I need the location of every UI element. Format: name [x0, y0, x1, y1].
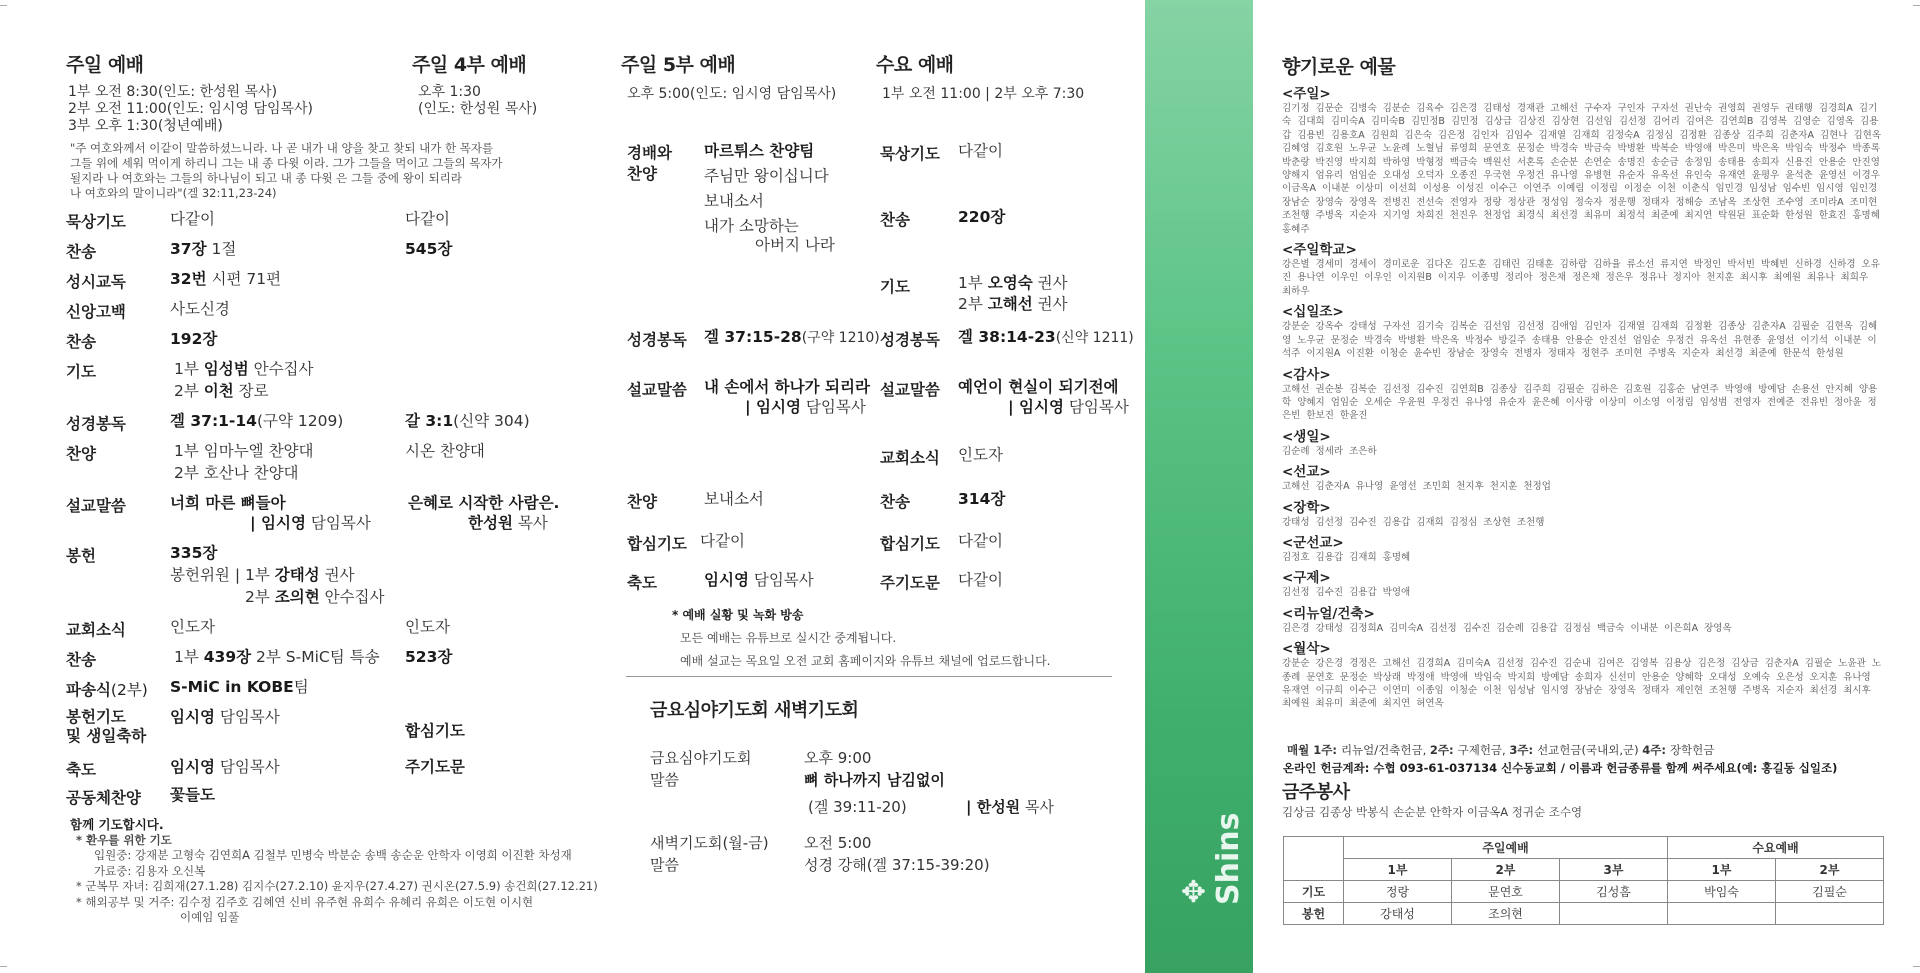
row-value [170, 756, 280, 778]
row-value [170, 706, 280, 728]
part: 2부 [958, 295, 988, 313]
sunday-verse [70, 141, 550, 201]
mission-suffix: 팀 [293, 678, 309, 696]
row-label: 성시교독 [66, 273, 126, 291]
verse-line: 그들 위에 세워 먹이게 하리니 그는 내 종 다윗 이라. 그가 그들을 먹이고 그들의 목자가 [70, 156, 503, 170]
person: 조의현 [274, 588, 320, 606]
row-value-4: 인도자 [405, 618, 450, 636]
label-text: 파송식 [66, 681, 111, 699]
row-value: 다같이 [170, 210, 215, 228]
note-part: 3주: [1509, 743, 1538, 757]
row-value-4 [405, 756, 465, 778]
offering-names: 김기정 김문순 김병숙 김분순 김육수 김은경 김태성 경재관 고해선 구수자 구인자 구자선 권난숙 권영희 권영두 권태행 김경희A 김기숙 김대희 김미숙A 김미숙B 김민정B 김민정 김상급 김상진 김상현 김선임 김선정 김어리 김여은 김연희B 김영복 김영순 김영옥 김용갑 김용빈 김용호A 김원희 김은숙 김은정 김인자 김임수 김재열 김재희 김정숙A 김정심 김정환 김종상 김주희 김춘자A 김현나 김현옥 김혜영 김호원 노우균 노윤례 노혈님 류영희 문연호 문정순 박경숙 박금숙 박병환 박복순 박영애 박은미 박은옥 박임숙 박정수 박종록 박춘랑 박진영 박지희 박하영 박형정 백금숙 백원선 서혼록 손순분 손연순 송명진 송순금 송정임 송태용 송희자 신용진 안용순 안진영 양해지 엄유리 엄임순 오대성 오덕자 오종진 우국현 우정건 유나영 유병현 유순자 유옥선 유인숙 유재연 윤평우 윤석춘 윤영선 이경우 이금옥A 이내분 이상미 이선희 이성용 이성진 이수근 이연주 이예림 이정림 이정순 이천 이춘식 임민경 임성남 임수빈 임시영 임인경 장남순 장영숙 장영옥 전병진 전선숙 전영자 정랑 정상관 정성임 정숙자 정운행 정태자 정해승 조남옥 조상현 조수영 조미라A 조미현 조천행 주병옥 지순자 지기영 차희진 천진우 천정업 최경식 최선경 최유미 최정석 최준예 최지연 탁원된 표순화 한성원 한효진 홍명혜 홍혜주 [1282, 103, 1882, 235]
row-label: 찬송 [66, 243, 96, 261]
sermon: 내 손에서 하나가 되리라 [704, 378, 870, 396]
label-line: 경배와 [627, 144, 672, 162]
prayer-line: 입원중: 강재분 고형숙 김연희A 김철부 민병숙 박분순 송백 송순운 안학자 이영희 이진환 차성재 [94, 848, 572, 862]
hymn-number: 545장 [405, 240, 453, 258]
scripture: 갈 3:1 [405, 412, 454, 430]
offering-category: <월삭> [1282, 641, 1331, 658]
table-cell: 정랑 [1344, 881, 1452, 903]
hymn-number: 192장 [170, 330, 218, 348]
pray: 다같이 [700, 532, 745, 550]
preacher-title: 목사 [1020, 798, 1054, 816]
offering-team-2 [245, 586, 385, 608]
dawn-text: 성경 강해(겔 37:15-39:20) [804, 856, 990, 874]
special: 2부 S-MiC팀 특송 [251, 648, 380, 666]
logo-text: Shins [1211, 812, 1246, 905]
friday-dawn-title: 금요심야기도회 새벽기도회 [650, 700, 859, 721]
table-cell [1668, 903, 1776, 925]
person: 이천 [203, 382, 234, 400]
wednesday-time: 1부 오전 11:00 | 2부 오후 7:30 [882, 86, 1085, 102]
title: 담임목사 [214, 708, 280, 726]
row-label: 묵상기도 [66, 213, 126, 231]
preacher-title: 담임목사 [1063, 398, 1129, 416]
prayer-line: * 환우를 위한 기도 [76, 832, 172, 847]
note-line: 예배 설교는 목요일 오전 교회 홈페이지와 유튜브 채널에 업로드합니다. [680, 654, 1051, 668]
sunday5-service-title: 주일 5부 예배 [621, 54, 736, 76]
row-value-4: 시온 찬양대 [405, 442, 485, 460]
preacher: | 임시영 [1008, 398, 1064, 416]
table-row [1284, 859, 1884, 881]
hymn-number: 37장 [170, 240, 207, 258]
row-label: 주기도문 [880, 574, 940, 592]
row-label: 교회소식 [880, 449, 940, 467]
offering-category: <선교> [1282, 464, 1331, 481]
note-part: 선교헌금(국내외,군) [1537, 743, 1643, 757]
hymn-number: 439장 [203, 648, 252, 666]
row-label: 찬양 [66, 445, 96, 463]
hymn-number: 314장 [958, 490, 1006, 508]
wednesday-service-title: 수요 예배 [876, 54, 954, 76]
crop-mark [1913, 5, 1920, 6]
row-value: 다같이 [958, 142, 1003, 160]
table-cell: 조의현 [1452, 903, 1560, 925]
item: 합심기도 [405, 722, 465, 740]
person: 임성범 [203, 360, 249, 378]
scripture-page: (구약 1210) [801, 330, 880, 346]
row-value-4 [405, 410, 530, 432]
scripture: 겔 37:15-28 [704, 328, 802, 346]
sermon-label: 설교말씀 [627, 381, 687, 399]
hymn-number: 523장 [405, 648, 453, 666]
offering-title: 향기로운 예물 [1282, 56, 1396, 78]
row-label: 설교말씀 [880, 381, 940, 399]
reading-label: 성경봉독 [627, 331, 687, 349]
sermon: 너희 마른 뼈들아 [170, 494, 286, 512]
row-value [170, 410, 343, 432]
sermon-preacher [1008, 396, 1129, 418]
title: 권사 [1032, 295, 1068, 313]
offering-category: <주일> [1282, 86, 1331, 102]
praise2: 보내소서 [704, 490, 764, 508]
duty-table [1283, 836, 1884, 925]
broadcast-note [672, 604, 1051, 673]
scripture: 겔 37:1-14 [170, 412, 257, 430]
title: 담임목사 [748, 571, 814, 589]
row-label: 봉헌 [66, 547, 96, 565]
row-value: 인도자 [170, 618, 215, 636]
sunday4-service-title: 주일 4부 예배 [412, 54, 527, 76]
sermon-title [958, 376, 1119, 398]
label-line: 찬양 [627, 165, 657, 183]
row-value [958, 488, 1005, 510]
green-spine [1145, 0, 1253, 973]
team: 마르튀스 찬양팀 [704, 142, 815, 160]
part: 1부 [174, 648, 204, 666]
table-subheader: 1부 [1344, 859, 1452, 881]
offering-names: 강태성 김선정 김수진 김용갑 김재희 김정심 조상현 조천행 [1282, 516, 1545, 528]
table-group-header: 주일예배 [1344, 837, 1668, 859]
offering-list [1282, 80, 1884, 711]
row-value [170, 784, 215, 806]
choir-2: 2부 호산나 찬양대 [174, 464, 299, 482]
row-value-4 [405, 646, 452, 668]
prayer-2 [958, 293, 1068, 315]
song-4: 아버지 나라 [755, 236, 835, 254]
row-value [170, 542, 217, 564]
preacher-title: 담임목사 [305, 514, 371, 532]
row-label: 찬송 [880, 493, 910, 511]
row-label: 기도 [66, 363, 96, 381]
praise-team [704, 140, 814, 162]
note-part: 리뉴얼/건축헌금, [1340, 743, 1430, 757]
part: 2부 [174, 382, 204, 400]
reading-psalm: 시편 71편 [206, 270, 282, 288]
pray-label: 합심기도 [627, 535, 687, 553]
row-value-4: 다같이 [405, 210, 450, 228]
bless-label: 축도 [627, 574, 657, 592]
row-label: 기도 [880, 278, 910, 296]
preacher: | 한성원 [966, 798, 1021, 816]
title: 안수집사 [319, 588, 385, 606]
table-subheader: 2부 [1452, 859, 1560, 881]
label-line: 금요심야기도회 [650, 749, 752, 767]
offering-category: <감사> [1282, 366, 1331, 383]
row-label: 교회소식 [66, 621, 126, 639]
table-row [1284, 881, 1884, 903]
crop-mark [1913, 966, 1920, 967]
row-value: 다같이 [958, 532, 1003, 550]
sunday4-time: 오후 1:30 [418, 84, 481, 100]
song-2: 보내소서 [704, 192, 764, 210]
table-cell [1776, 903, 1884, 925]
offering-names: 고해선 권순봉 김복순 김선정 김수진 김연희B 김종상 김주희 김필순 김하은 김호원 김홍순 남연주 박영애 방예담 손용선 안지혜 양용학 양혜지 엄임순 오세순 우윤원 우정건 유나영 유순자 윤은혜 이사랑 이상미 이소영 이정림 임성범 전영자 전예준 전유빈 정아윤 정은빈 한보진 한윤진 [1282, 383, 1878, 422]
offering-names: 강분순 강옥수 강태성 구자선 김기숙 김복순 김선임 김선정 김애임 김인자 김재열 김재희 김정환 김종상 김춘자A 김필순 김현옥 김혜영 노우균 문정순 박경숙 박병환 박은옥 박정수 방길주 송태용 안용순 안진선 엄임순 우정건 유옥선 유현종 윤영선 이기석 이내분 이석주 이지원A 이진환 이청순 윤수빈 장남순 장영숙 전병자 정태자 정현주 조미현 주병옥 지순자 최선경 최준예 한문석 한성원 [1282, 321, 1878, 360]
row-value [170, 676, 309, 698]
row-value-4 [405, 720, 465, 742]
logo-icon: ✥ [1180, 874, 1207, 910]
table-subheader: 3부 [1560, 859, 1668, 881]
person: 강태성 [274, 566, 320, 584]
sermon-title [170, 492, 286, 514]
choir-1: 1부 임마누엘 찬양대 [174, 442, 314, 460]
row-label: 신앙고백 [66, 303, 126, 321]
table-cell: 강태성 [1344, 903, 1452, 925]
row-value [958, 326, 1134, 349]
church-logo [1176, 785, 1246, 910]
person: 임시영 [170, 708, 215, 726]
crop-mark [0, 5, 7, 6]
note-part: 구제헌금, [1457, 743, 1510, 757]
sunday4-times [418, 84, 537, 118]
note-title: * 예배 실황 및 녹화 방송 [672, 608, 804, 622]
row-label: 합심기도 [880, 535, 940, 553]
offering-names: 강은별 경세미 경세이 경미로운 김다온 김도훈 김태린 김태훈 김하람 김하율 류소선 류지연 박정인 박서빈 박혜빈 신하경 신하경 오유진 용나연 이우인 이우인 이지원B 이지우 이종명 정리아 정은채 정은채 정은우 정유나 정지아 천지훈 최시후 최예원 최유나 최희우 최하우 [1282, 259, 1880, 297]
table-corner [1284, 837, 1344, 881]
sermon-title-4 [408, 492, 559, 514]
dawn-time: 오전 5:00 [804, 834, 872, 852]
offering-category: <장학> [1282, 499, 1331, 516]
sunday-time-3: 3부 오후 1:30(청년예배) [68, 118, 223, 134]
crop-mark [0, 966, 7, 967]
person: 오영숙 [987, 274, 1033, 292]
person: 고해선 [987, 295, 1033, 313]
row-label: 설교말씀 [66, 497, 126, 515]
song: 꽃들도 [170, 786, 215, 804]
preacher: | 임시영 [250, 514, 306, 532]
song-3: 내가 소망하는 [704, 217, 799, 235]
dawn-label [650, 832, 769, 876]
prayer-2 [174, 380, 269, 402]
table-subheader: 1부 [1668, 859, 1776, 881]
title: 권사 [1032, 274, 1068, 292]
hymn-number: 220장 [958, 208, 1006, 226]
preacher: 한성원 [468, 514, 513, 532]
reading-number: 32번 [170, 270, 207, 288]
sunday-time-1: 1부 오전 8:30(인도: 한성원 목사) [68, 84, 278, 100]
part: 1부 [958, 274, 988, 292]
note-part: 장학헌금 [1669, 743, 1715, 757]
verse-line: 될지라 나 여호와는 그들의 하나님이 되고 내 종 다윗 은 그들 중에 왕이 되리라 [70, 171, 462, 185]
row-label: 축도 [66, 761, 96, 779]
praise2-label: 찬양 [627, 493, 657, 511]
reading [704, 326, 880, 349]
sermon: 예언이 현실이 되기전에 [958, 378, 1119, 396]
offering-names: 김정호 김용갑 김재희 홍명혜 [1282, 551, 1411, 563]
preacher: | 임시영 [745, 398, 801, 416]
offering-category: <군선교> [1282, 534, 1344, 551]
friday-ref: (겔 39:11-20) [808, 798, 907, 816]
table-cell: 김성흠 [1560, 881, 1668, 903]
friday-preacher [966, 796, 1054, 818]
row-label [66, 708, 146, 746]
offering-names: 강분순 강은경 경정은 고해선 김경희A 김미숙A 김선정 김수진 김순내 김여은 김영복 김용상 김은정 김상금 김춘자A 김필순 노윤관 노종례 문연호 문정순 박상래 박정애 박영애 박임숙 박지희 방예담 송희자 신선미 안용순 양혜학 오대성 오예숙 오은성 오지훈 유나영 유재연 이규희 이수근 이연미 이종임 이청순 이천 임성남 임시영 장남순 장영옥 정태자 제인현 조천행 주병옥 지순자 최선경 최시후 최예원 최유미 최준예 최지연 허연옥 [1282, 658, 1882, 710]
label-line: 새벽기도회(월-금) [650, 834, 769, 852]
sunday-service-title: 주일 예배 [66, 54, 144, 76]
sunday4-leader: (인도: 한성원 목사) [418, 101, 538, 117]
person: 임시영 [170, 758, 215, 776]
note-line: 모든 예배는 유튜브로 실시간 중계됩니다. [680, 631, 897, 645]
offering-team [170, 564, 355, 586]
label-line: 봉헌기도 [66, 708, 126, 726]
monthly-note [1287, 742, 1714, 758]
scripture-page: (신약 1211) [1055, 330, 1134, 346]
offering-category: <십일조> [1282, 304, 1344, 321]
label-line: 말씀 [650, 856, 679, 874]
verse-line: "주 여호와께서 이같이 말씀하셨느니라. 나 곧 내가 내 양을 찾고 찾되 내가 한 목자를 [70, 141, 494, 155]
table-cell [1560, 903, 1668, 925]
row-value-4 [405, 238, 452, 260]
scripture: 겔 38:14-23 [958, 328, 1056, 346]
table-cell: 김필순 [1776, 881, 1884, 903]
scripture-page: (신약 304) [453, 412, 530, 430]
preacher-title: 목사 [512, 514, 548, 532]
offering-names: 김순례 정세라 조은하 [1282, 445, 1377, 457]
prayer-title: 함께 기도합시다. [70, 817, 164, 832]
person: 임시영 [704, 571, 749, 589]
divider [626, 676, 1112, 677]
title: 권사 [319, 566, 355, 584]
note-part: 4주: [1642, 743, 1670, 757]
duty-title: 금주봉사 [1282, 782, 1350, 803]
row-label: 성경봉독 [880, 331, 940, 349]
note-part: 2주: [1429, 743, 1458, 757]
table-row [1284, 837, 1884, 859]
note-part: 매월 1주: [1287, 743, 1341, 757]
scripture-page: (구약 1209) [256, 412, 344, 430]
hymn-verse: 1절 [206, 240, 237, 258]
row-label: 공동체찬양 [66, 789, 141, 807]
table-row-label: 봉헌 [1284, 903, 1344, 925]
table-subheader: 2부 [1776, 859, 1884, 881]
friday-sermon [804, 769, 945, 791]
sermon-preacher-4 [468, 512, 548, 534]
prayer-line: * 해외공부 및 거주: 김수정 김주호 김혜연 신비 유주현 유희수 유혜리 유희은 이도현 이시현 [76, 894, 534, 909]
table-row-label: 기도 [1284, 881, 1344, 903]
hymn-number: 335장 [170, 544, 218, 562]
row-label: 묵상기도 [880, 145, 940, 163]
row-value [170, 238, 236, 260]
row-label: 찬송 [880, 211, 910, 229]
sermon-preacher [745, 396, 866, 418]
table-cell: 박임숙 [1668, 881, 1776, 903]
title: 담임목사 [214, 758, 280, 776]
part: 봉헌위원 | 1부 [170, 566, 275, 584]
sermon-preacher [250, 512, 371, 534]
offering-names: 김은경 강태성 김정희A 김미숙A 김선정 김수진 김순례 김용갑 김정심 백금숙 이내분 이은희A 장영옥 [1282, 622, 1732, 634]
praise-label [627, 143, 672, 185]
label-suffix: (2부) [110, 681, 148, 699]
table-row [1284, 903, 1884, 925]
mission-team: S-MiC in KOBE [170, 678, 294, 696]
prayer-line: * 군복무 자녀: 김희재(27.1.28) 김지수(27.2.10) 윤지우(27.4.27) 권시온(27.5.9) 송건희(27.12.21) [76, 879, 598, 893]
prayer-1 [174, 358, 314, 380]
offering-category: <구제> [1282, 570, 1331, 587]
sermon: 뼈 하나까지 남김없이 [804, 771, 945, 789]
duty-names: 김상금 김종상 박봉식 손순분 안학자 이금옥A 정귀순 조수영 [1282, 805, 1583, 819]
row-value [170, 328, 217, 350]
friday-label [650, 747, 751, 791]
row-value: 사도신경 [170, 300, 230, 318]
part: 1부 [174, 360, 204, 378]
row-value: 인도자 [958, 446, 1003, 464]
prayer-1 [958, 272, 1068, 294]
row-label [66, 678, 148, 700]
bless [704, 569, 814, 591]
row-value [174, 646, 380, 668]
prayer-line: 가료중: 김용자 오신복 [94, 863, 206, 878]
table-group-header: 수요예배 [1668, 837, 1884, 859]
online-account: 온라인 헌금계좌: 수협 093-61-037134 신수동교회 / 이름과 헌금종류를 함께 써주세요(예: 홍길동 십일조) [1283, 761, 1838, 775]
verse-line: 나 여호와의 말이니라"(겔 32:11,23-24) [70, 186, 277, 200]
item: 주기도문 [405, 758, 465, 776]
prayer-line: 이예임 임풀 [180, 910, 240, 924]
row-value [958, 206, 1005, 228]
sermon: 은혜로 시작한 사람은. [408, 494, 560, 512]
offering-names: 김선정 김수진 김용갑 박영애 [1282, 587, 1411, 599]
title: 장로 [233, 382, 269, 400]
sunday-time-2: 2부 오전 11:00(인도: 임시영 담임목사) [68, 101, 313, 117]
label-line: 말씀 [650, 771, 679, 789]
part: 2부 [245, 588, 275, 606]
row-value: 다같이 [958, 571, 1003, 589]
friday-time: 오후 9:00 [804, 749, 872, 767]
song-1: 주님만 왕이십니다 [704, 167, 829, 185]
title: 안수집사 [248, 360, 314, 378]
offering-category: <주일학교> [1282, 242, 1357, 259]
prayer-requests [70, 817, 598, 926]
offering-category: <리뉴얼/건축> [1282, 605, 1375, 622]
offering-names: 고해선 김춘자A 유나영 윤영선 조민희 천지후 천지훈 천정업 [1282, 481, 1551, 493]
table-cell: 문연호 [1452, 881, 1560, 903]
row-value [170, 268, 281, 290]
row-label: 성경봉독 [66, 415, 126, 433]
sunday5-time: 오후 5:00(인도: 임시영 담임목사) [627, 86, 837, 102]
sermon-title [704, 376, 870, 398]
label-line: 및 생일축하 [66, 727, 147, 745]
offering-category: <생일> [1282, 428, 1331, 445]
sunday-times [68, 84, 313, 135]
row-label: 찬송 [66, 651, 96, 669]
preacher-title: 담임목사 [800, 398, 866, 416]
row-label: 찬송 [66, 333, 96, 351]
